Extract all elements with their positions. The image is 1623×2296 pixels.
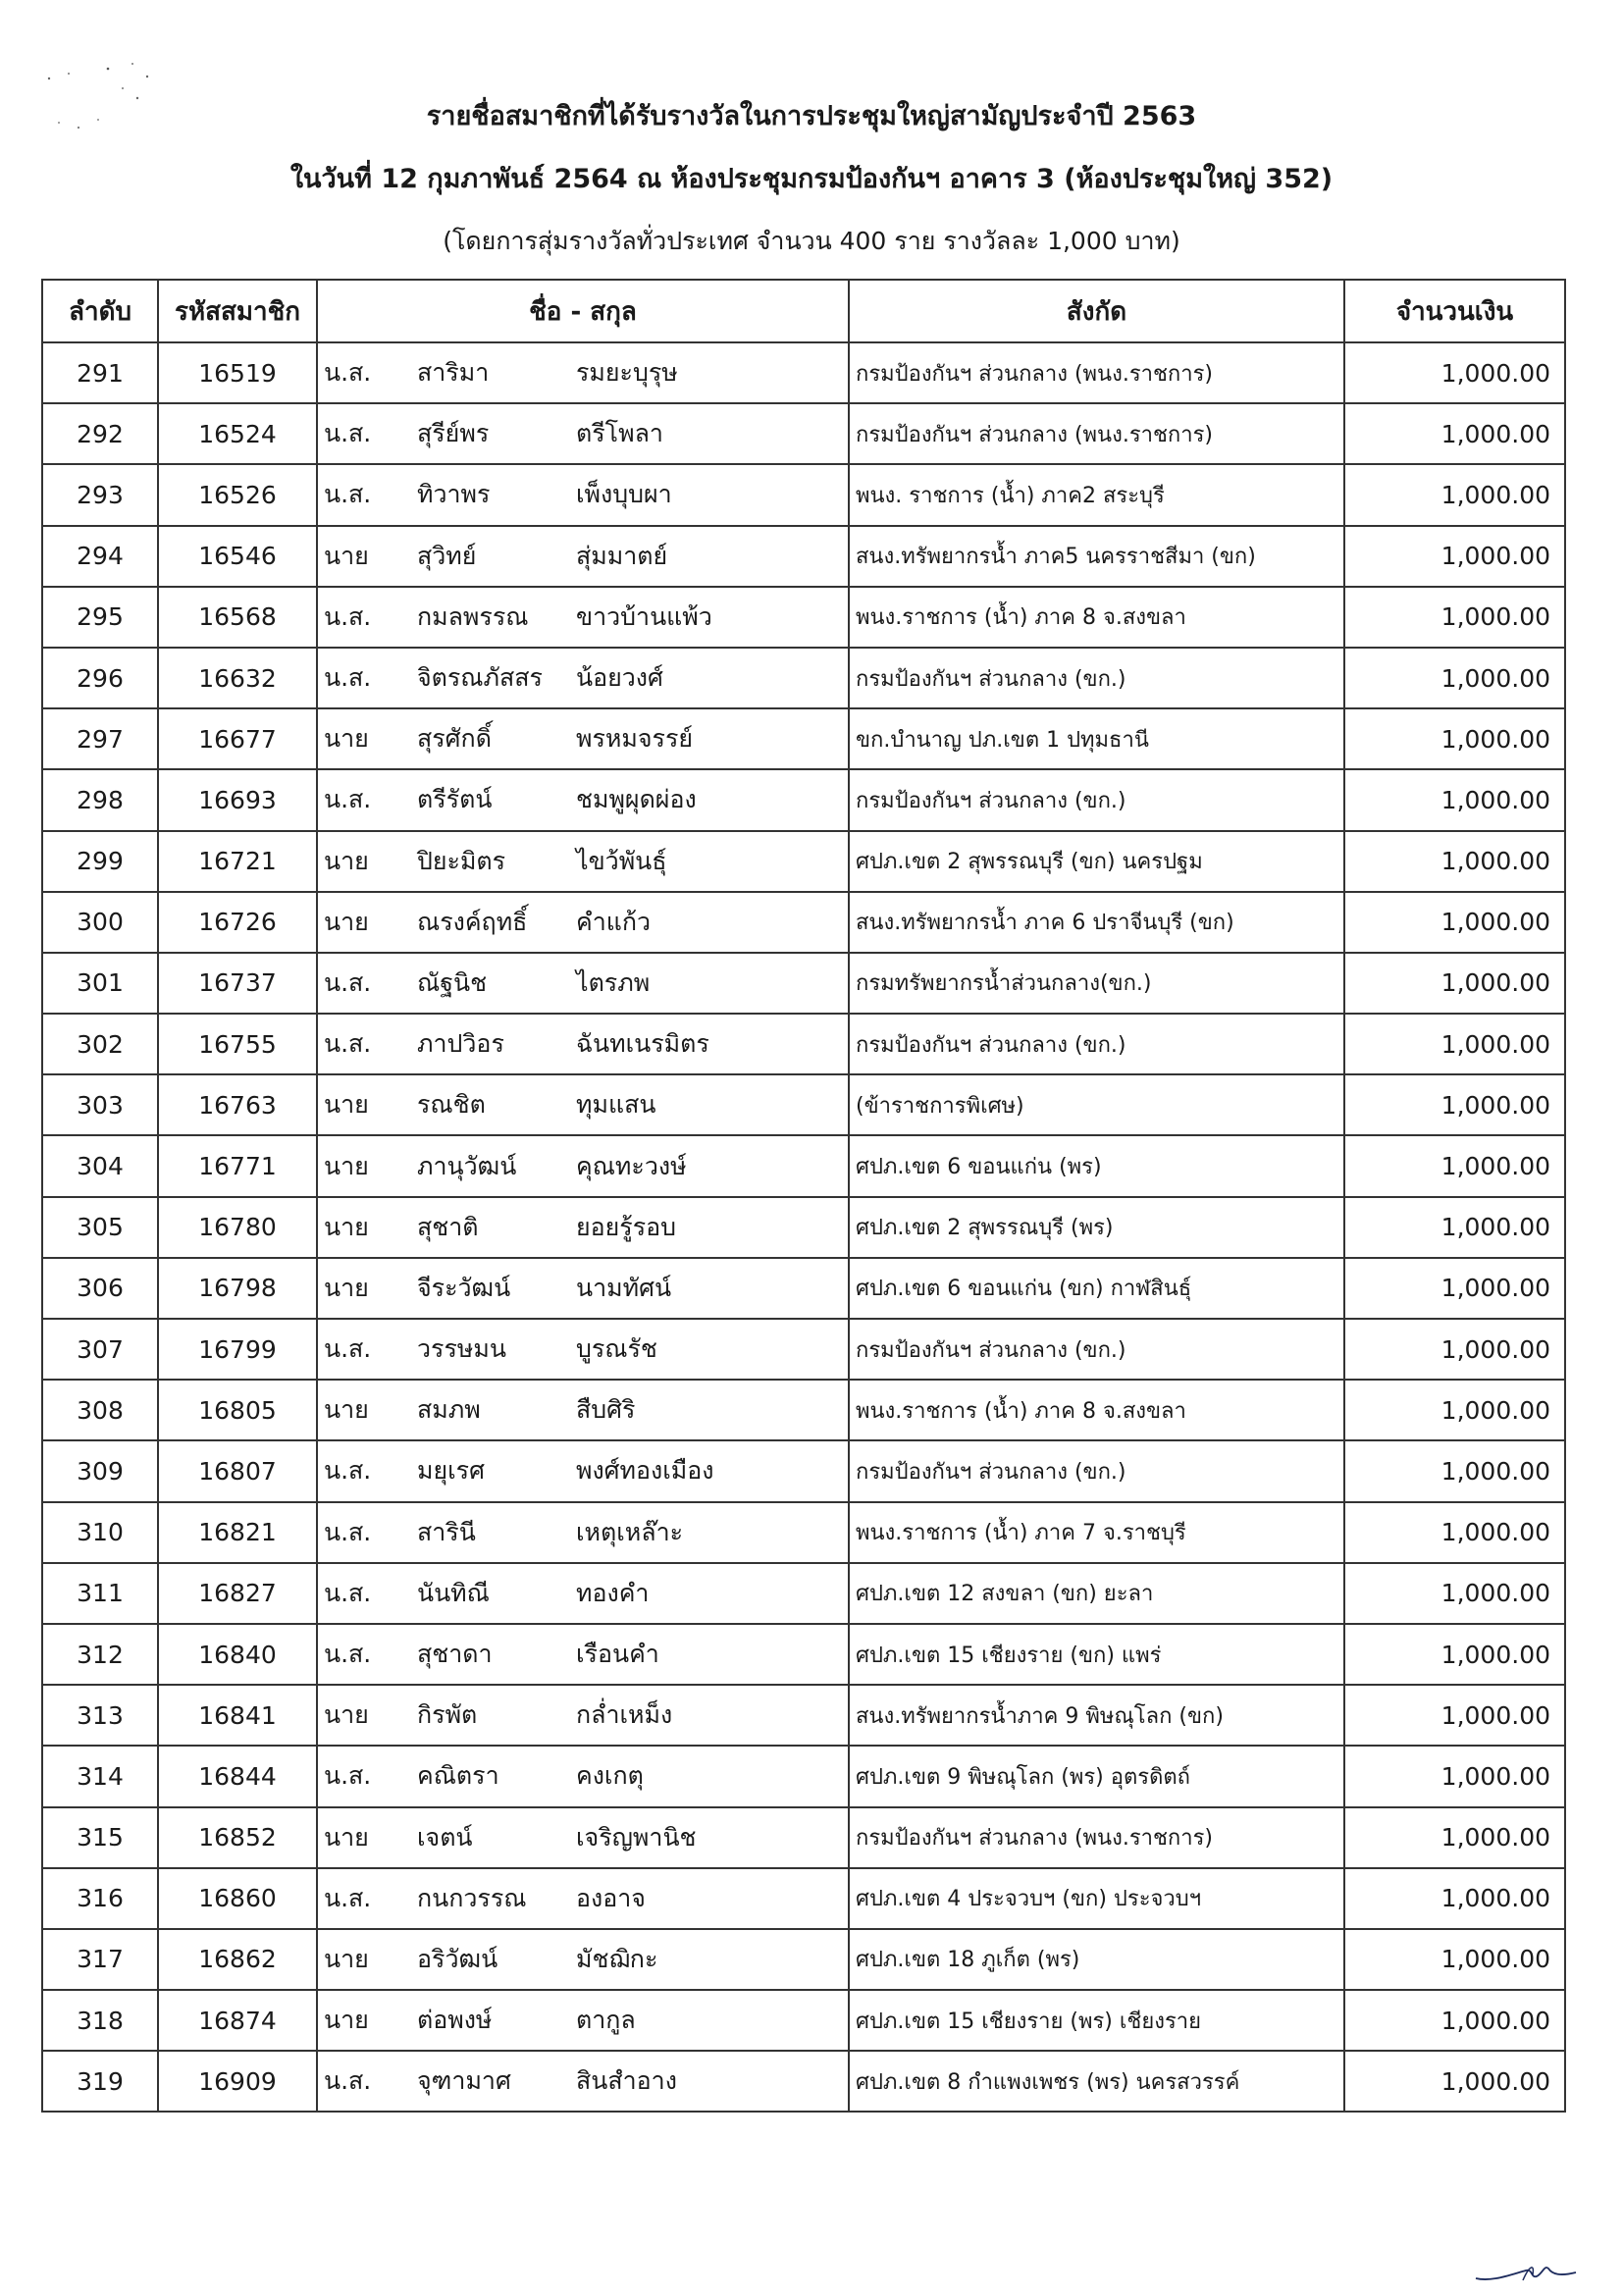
table-row	[42, 526, 1565, 587]
table-row	[42, 1502, 1565, 1563]
first-name: สมภพ	[417, 1395, 481, 1425]
name-prefix: น.ส.	[324, 1883, 372, 1912]
last-name: ขาวบ้านแพ้ว	[576, 601, 712, 631]
table-row	[42, 1135, 1565, 1196]
amount-cell: 1,000.00	[1344, 1074, 1565, 1135]
table-row	[42, 708, 1565, 769]
signature-mark	[1472, 2257, 1580, 2286]
order-cell: 306	[42, 1258, 158, 1319]
last-name: คำแก้ว	[576, 907, 652, 936]
amount-cell: 1,000.00	[1344, 953, 1565, 1014]
name-prefix: น.ส.	[324, 358, 372, 388]
amount-cell: 1,000.00	[1344, 342, 1565, 403]
table-row	[42, 831, 1565, 892]
name-prefix: น.ส.	[324, 663, 372, 693]
name-cell	[317, 1197, 849, 1258]
last-name: เพ็งบุบผา	[576, 480, 672, 509]
table-row	[42, 1380, 1565, 1440]
first-name: มยุเรศ	[417, 1456, 485, 1486]
name-cell	[317, 1929, 849, 1990]
amount-cell: 1,000.00	[1344, 1868, 1565, 1929]
amount-cell: 1,000.00	[1344, 526, 1565, 587]
order-cell: 305	[42, 1197, 158, 1258]
first-name: ทิวาพร	[417, 480, 491, 509]
amount-cell: 1,000.00	[1344, 1319, 1565, 1380]
amount-cell: 1,000.00	[1344, 464, 1565, 525]
order-cell: 293	[42, 464, 158, 525]
name-prefix: นาย	[324, 846, 369, 875]
affiliation-cell: กรมป้องกันฯ ส่วนกลาง (ขก.)	[849, 1440, 1344, 1501]
table-row	[42, 1197, 1565, 1258]
first-name: ปิยะมิตร	[417, 846, 506, 875]
table-row	[42, 769, 1565, 830]
name-cell	[317, 1807, 849, 1868]
order-cell: 296	[42, 648, 158, 708]
table-row	[42, 403, 1565, 464]
table-row	[42, 2051, 1565, 2112]
name-prefix: นาย	[324, 541, 369, 570]
table-row	[42, 1624, 1565, 1685]
name-cell	[317, 1502, 849, 1563]
first-name: ณัฐนิช	[417, 967, 488, 997]
table-row	[42, 1746, 1565, 1806]
table-row	[42, 1929, 1565, 1990]
name-cell	[317, 342, 849, 403]
name-prefix: น.ส.	[324, 1029, 372, 1059]
member-code-cell: 16821	[158, 1502, 317, 1563]
first-name: อริวัฒน์	[417, 1944, 498, 1973]
order-cell: 294	[42, 526, 158, 587]
first-name: รณชิต	[417, 1090, 486, 1120]
member-code-cell: 16524	[158, 403, 317, 464]
table-row	[42, 1563, 1565, 1624]
affiliation-cell: ศปภ.เขต 18 ภูเก็ต (พร)	[849, 1929, 1344, 1990]
name-prefix: น.ส.	[324, 480, 372, 509]
first-name: สุรศักดิ์	[417, 724, 492, 754]
order-cell: 302	[42, 1014, 158, 1074]
order-cell: 292	[42, 403, 158, 464]
last-name: เรือนคำ	[576, 1640, 659, 1669]
winners-table	[41, 279, 1566, 2113]
name-cell	[317, 1746, 849, 1806]
member-code-cell: 16677	[158, 708, 317, 769]
member-code-cell: 16844	[158, 1746, 317, 1806]
affiliation-cell: ศปภ.เขต 6 ขอนแก่น (พร)	[849, 1135, 1344, 1196]
name-prefix: น.ส.	[324, 2066, 372, 2096]
affiliation-cell: กรมป้องกันฯ ส่วนกลาง (พนง.ราชการ)	[849, 342, 1344, 403]
member-code-cell: 16841	[158, 1685, 317, 1746]
name-prefix: นาย	[324, 1090, 369, 1120]
name-cell	[317, 648, 849, 708]
order-cell: 299	[42, 831, 158, 892]
table-row	[42, 342, 1565, 403]
name-cell	[317, 953, 849, 1014]
affiliation-cell: กรมทรัพยากรน้ำส่วนกลาง(ขก.)	[849, 953, 1344, 1014]
first-name: ภานุวัฒน์	[417, 1151, 517, 1180]
affiliation-cell: สนง.ทรัพยากรน้ำ ภาค 6 ปราจีนบุรี (ขก)	[849, 892, 1344, 953]
table-row	[42, 892, 1565, 953]
amount-cell: 1,000.00	[1344, 648, 1565, 708]
table-row	[42, 587, 1565, 648]
name-cell	[317, 2051, 849, 2112]
member-code-cell: 16852	[158, 1807, 317, 1868]
affiliation-cell: พนง.ราชการ (น้ำ) ภาค 8 จ.สงขลา	[849, 587, 1344, 648]
name-prefix: น.ส.	[324, 785, 372, 814]
last-name: คงเกตุ	[576, 1761, 644, 1791]
order-cell: 315	[42, 1807, 158, 1868]
name-cell	[317, 1440, 849, 1501]
amount-cell: 1,000.00	[1344, 1624, 1565, 1685]
order-cell: 304	[42, 1135, 158, 1196]
table-row	[42, 1074, 1565, 1135]
member-code-cell: 16860	[158, 1868, 317, 1929]
member-code-cell: 16737	[158, 953, 317, 1014]
order-cell: 319	[42, 2051, 158, 2112]
affiliation-cell: กรมป้องกันฯ ส่วนกลาง (พนง.ราชการ)	[849, 403, 1344, 464]
order-cell: 314	[42, 1746, 158, 1806]
order-cell: 309	[42, 1440, 158, 1501]
amount-cell: 1,000.00	[1344, 831, 1565, 892]
first-name: กมลพรรณ	[417, 601, 529, 631]
name-cell	[317, 464, 849, 525]
last-name: บูรณรัช	[576, 1334, 657, 1364]
member-code-cell: 16807	[158, 1440, 317, 1501]
affiliation-cell: สนง.ทรัพยากรน้ำ ภาค5 นครราชสีมา (ขก)	[849, 526, 1344, 587]
first-name: จิตรณภัสสร	[417, 663, 543, 693]
member-code-cell: 16568	[158, 587, 317, 648]
affiliation-cell: ศปภ.เขต 12 สงขลา (ขก) ยะลา	[849, 1563, 1344, 1624]
name-cell	[317, 1135, 849, 1196]
affiliation-cell: (ข้าราชการพิเศษ)	[849, 1074, 1344, 1135]
last-name: สินสำอาง	[576, 2066, 677, 2096]
name-cell	[317, 1868, 849, 1929]
affiliation-cell: ศปภ.เขต 15 เชียงราย (ขก) แพร่	[849, 1624, 1344, 1685]
last-name: เหตุเหล๊าะ	[576, 1517, 684, 1546]
affiliation-cell: สนง.ทรัพยากรน้ำภาค 9 พิษณุโลก (ขก)	[849, 1685, 1344, 1746]
member-code-cell: 16546	[158, 526, 317, 587]
last-name: พรหมจรรย์	[576, 724, 694, 754]
table-header-row	[42, 280, 1565, 342]
name-prefix: น.ส.	[324, 419, 372, 448]
table-row	[42, 1868, 1565, 1929]
affiliation-cell: กรมป้องกันฯ ส่วนกลาง (ขก.)	[849, 1014, 1344, 1074]
first-name: เจตน์	[417, 1822, 473, 1852]
order-cell: 297	[42, 708, 158, 769]
last-name: คุณทะวงษ์	[576, 1151, 687, 1180]
column-header-order: ลำดับ	[42, 280, 158, 342]
member-code-cell: 16755	[158, 1014, 317, 1074]
affiliation-cell: พนง.ราชการ (น้ำ) ภาค 8 จ.สงขลา	[849, 1380, 1344, 1440]
member-code-cell: 16799	[158, 1319, 317, 1380]
document-subtitle: (โดยการสุ่มรางวัลทั่วประเทศ จำนวน 400 ราย รางวัลละ 1,000 บาท)	[443, 227, 1180, 255]
member-code-cell: 16840	[158, 1624, 317, 1685]
name-cell	[317, 769, 849, 830]
member-code-cell: 16763	[158, 1074, 317, 1135]
order-cell: 318	[42, 1990, 158, 2051]
last-name: นามทัศน์	[576, 1273, 672, 1302]
amount-cell: 1,000.00	[1344, 2051, 1565, 2112]
name-cell	[317, 708, 849, 769]
last-name: ตรีโพลา	[576, 419, 663, 448]
last-name: สืบศิริ	[576, 1395, 636, 1425]
member-code-cell: 16771	[158, 1135, 317, 1196]
table-row	[42, 1319, 1565, 1380]
name-prefix: นาย	[324, 1151, 369, 1180]
order-cell: 317	[42, 1929, 158, 1990]
amount-cell: 1,000.00	[1344, 1563, 1565, 1624]
amount-cell: 1,000.00	[1344, 1014, 1565, 1074]
table-row	[42, 953, 1565, 1014]
last-name: พงศ์ทองเมือง	[576, 1456, 714, 1486]
name-prefix: น.ส.	[324, 601, 372, 631]
order-cell: 310	[42, 1502, 158, 1563]
last-name: ทองคำ	[576, 1578, 650, 1607]
affiliation-cell: กรมป้องกันฯ ส่วนกลาง (ขก.)	[849, 1319, 1344, 1380]
amount-cell: 1,000.00	[1344, 587, 1565, 648]
name-cell	[317, 526, 849, 587]
order-cell: 295	[42, 587, 158, 648]
name-prefix: น.ส.	[324, 1334, 372, 1364]
amount-cell: 1,000.00	[1344, 1502, 1565, 1563]
name-cell	[317, 1990, 849, 2051]
first-name: สุชาติ	[417, 1212, 479, 1241]
table-row	[42, 1440, 1565, 1501]
name-cell	[317, 892, 849, 953]
amount-cell: 1,000.00	[1344, 403, 1565, 464]
member-code-cell: 16874	[158, 1990, 317, 2051]
last-name: มัชฌิกะ	[576, 1944, 658, 1973]
amount-cell: 1,000.00	[1344, 892, 1565, 953]
member-code-cell: 16726	[158, 892, 317, 953]
amount-cell: 1,000.00	[1344, 1990, 1565, 2051]
member-code-cell: 16827	[158, 1563, 317, 1624]
first-name: นันทิณี	[417, 1578, 490, 1607]
affiliation-cell: พนง.ราชการ (น้ำ) ภาค 7 จ.ราชบุรี	[849, 1502, 1344, 1563]
last-name: ยอยรู้รอบ	[576, 1212, 677, 1241]
first-name: กิรพัต	[417, 1700, 478, 1730]
first-name: ภาปวิอร	[417, 1029, 504, 1059]
amount-cell: 1,000.00	[1344, 769, 1565, 830]
member-code-cell: 16862	[158, 1929, 317, 1990]
order-cell: 313	[42, 1685, 158, 1746]
first-name: ต่อพงษ์	[417, 2006, 493, 2035]
order-cell: 300	[42, 892, 158, 953]
name-prefix: นาย	[324, 907, 369, 936]
amount-cell: 1,000.00	[1344, 708, 1565, 769]
first-name: กนกวรรณ	[417, 1883, 527, 1912]
last-name: ชมพูผุดผ่อง	[576, 785, 697, 814]
document-title-line2: ในวันที่ 12 กุมภาพันธ์ 2564 ณ ห้องประชุมกรมป้องกันฯ อาคาร 3 (ห้องประชุมใหญ่ 352)	[289, 164, 1334, 194]
first-name: สุวิทย์	[417, 541, 477, 570]
name-prefix: น.ส.	[324, 1578, 372, 1607]
first-name: ตรีรัตน์	[417, 785, 493, 814]
table-row	[42, 648, 1565, 708]
amount-cell: 1,000.00	[1344, 1746, 1565, 1806]
table-row	[42, 1990, 1565, 2051]
affiliation-cell: ศปภ.เขต 6 ขอนแก่น (ขก) กาฬสินธุ์	[849, 1258, 1344, 1319]
member-code-cell: 16780	[158, 1197, 317, 1258]
name-prefix: นาย	[324, 1700, 369, 1730]
first-name: สุรีย์พร	[417, 419, 490, 448]
amount-cell: 1,000.00	[1344, 1440, 1565, 1501]
affiliation-cell: ขก.บำนาญ ปภ.เขต 1 ปทุมธานี	[849, 708, 1344, 769]
name-cell	[317, 403, 849, 464]
affiliation-cell: ศปภ.เขต 9 พิษณุโลก (พร) อุตรดิตถ์	[849, 1746, 1344, 1806]
last-name: กล่ำเหม็ง	[576, 1700, 673, 1730]
order-cell: 291	[42, 342, 158, 403]
name-cell	[317, 1380, 849, 1440]
name-prefix: น.ส.	[324, 1640, 372, 1669]
order-cell: 308	[42, 1380, 158, 1440]
document-title: รายชื่อสมาชิกที่ได้รับรางวัลในการประชุมใหญ่สามัญประจำปี 2563	[426, 101, 1197, 131]
name-cell	[317, 1624, 849, 1685]
first-name: ณรงค์ฤทธิ์	[417, 907, 528, 936]
name-cell	[317, 1319, 849, 1380]
name-cell	[317, 587, 849, 648]
last-name: ฉันทเนรมิตร	[576, 1029, 709, 1059]
name-prefix: น.ส.	[324, 1517, 372, 1546]
last-name: รมยะบุรุษ	[576, 358, 678, 388]
column-header-member-code: รหัสสมาชิก	[158, 280, 317, 342]
order-cell: 311	[42, 1563, 158, 1624]
table-row	[42, 464, 1565, 525]
name-prefix: นาย	[324, 1273, 369, 1302]
affiliation-cell: ศปภ.เขต 8 กำแพงเพชร (พร) นครสวรรค์	[849, 2051, 1344, 2112]
last-name: สุ่มมาตย์	[576, 541, 668, 570]
affiliation-cell: ศปภ.เขต 2 สุพรรณบุรี (พร)	[849, 1197, 1344, 1258]
first-name: สาริมา	[417, 358, 490, 388]
affiliation-cell: กรมป้องกันฯ ส่วนกลาง (ขก.)	[849, 648, 1344, 708]
name-cell	[317, 1014, 849, 1074]
member-code-cell: 16693	[158, 769, 317, 830]
amount-cell: 1,000.00	[1344, 1380, 1565, 1440]
first-name: จีระวัฒน์	[417, 1273, 511, 1302]
name-cell	[317, 831, 849, 892]
amount-cell: 1,000.00	[1344, 1135, 1565, 1196]
amount-cell: 1,000.00	[1344, 1685, 1565, 1746]
name-prefix: น.ส.	[324, 1761, 372, 1791]
name-prefix: นาย	[324, 1944, 369, 1973]
amount-cell: 1,000.00	[1344, 1258, 1565, 1319]
name-prefix: น.ส.	[324, 1456, 372, 1486]
member-code-cell: 16798	[158, 1258, 317, 1319]
table-row	[42, 1258, 1565, 1319]
member-code-cell: 16909	[158, 2051, 317, 2112]
member-code-cell: 16526	[158, 464, 317, 525]
last-name: ตากูล	[576, 2006, 636, 2035]
member-code-cell: 16721	[158, 831, 317, 892]
order-cell: 301	[42, 953, 158, 1014]
first-name: คณิตรา	[417, 1761, 499, 1791]
member-code-cell: 16519	[158, 342, 317, 403]
order-cell: 298	[42, 769, 158, 830]
name-prefix: น.ส.	[324, 967, 372, 997]
name-prefix: นาย	[324, 724, 369, 754]
last-name: เจริญพานิช	[576, 1822, 697, 1852]
name-cell	[317, 1074, 849, 1135]
table-row	[42, 1014, 1565, 1074]
affiliation-cell: ศปภ.เขต 2 สุพรรณบุรี (ขก) นครปฐม	[849, 831, 1344, 892]
last-name: ทุมแสน	[576, 1090, 656, 1120]
affiliation-cell: ศปภ.เขต 15 เชียงราย (พร) เชียงราย	[849, 1990, 1344, 2051]
last-name: องอาจ	[576, 1883, 646, 1912]
member-code-cell: 16632	[158, 648, 317, 708]
first-name: จุฑามาศ	[417, 2066, 511, 2096]
affiliation-cell: ศปภ.เขต 4 ประจวบฯ (ขก) ประจวบฯ	[849, 1868, 1344, 1929]
name-prefix: นาย	[324, 2006, 369, 2035]
column-header-amount: จำนวนเงิน	[1344, 280, 1565, 342]
table-body	[42, 342, 1565, 2112]
member-code-cell: 16805	[158, 1380, 317, 1440]
column-header-name: ชื่อ - สกุล	[317, 280, 849, 342]
amount-cell: 1,000.00	[1344, 1929, 1565, 1990]
affiliation-cell: กรมป้องกันฯ ส่วนกลาง (ขก.)	[849, 769, 1344, 830]
first-name: วรรษมน	[417, 1334, 506, 1364]
table-row	[42, 1685, 1565, 1746]
affiliation-cell: พนง. ราชการ (น้ำ) ภาค2 สระบุรี	[849, 464, 1344, 525]
last-name: ไตรภพ	[576, 967, 651, 997]
name-prefix: นาย	[324, 1395, 369, 1425]
table-row	[42, 1807, 1565, 1868]
affiliation-cell: กรมป้องกันฯ ส่วนกลาง (พนง.ราชการ)	[849, 1807, 1344, 1868]
name-cell	[317, 1258, 849, 1319]
amount-cell: 1,000.00	[1344, 1197, 1565, 1258]
order-cell: 316	[42, 1868, 158, 1929]
name-cell	[317, 1685, 849, 1746]
order-cell: 307	[42, 1319, 158, 1380]
first-name: สุชาดา	[417, 1640, 493, 1669]
amount-cell: 1,000.00	[1344, 1807, 1565, 1868]
last-name: น้อยวงศ์	[576, 663, 663, 693]
last-name: ไขว้พันธุ์	[576, 846, 667, 875]
order-cell: 303	[42, 1074, 158, 1135]
first-name: สารินี	[417, 1517, 476, 1546]
name-prefix: นาย	[324, 1822, 369, 1852]
name-cell	[317, 1563, 849, 1624]
order-cell: 312	[42, 1624, 158, 1685]
name-prefix: นาย	[324, 1212, 369, 1241]
column-header-affiliation: สังกัด	[849, 280, 1344, 342]
